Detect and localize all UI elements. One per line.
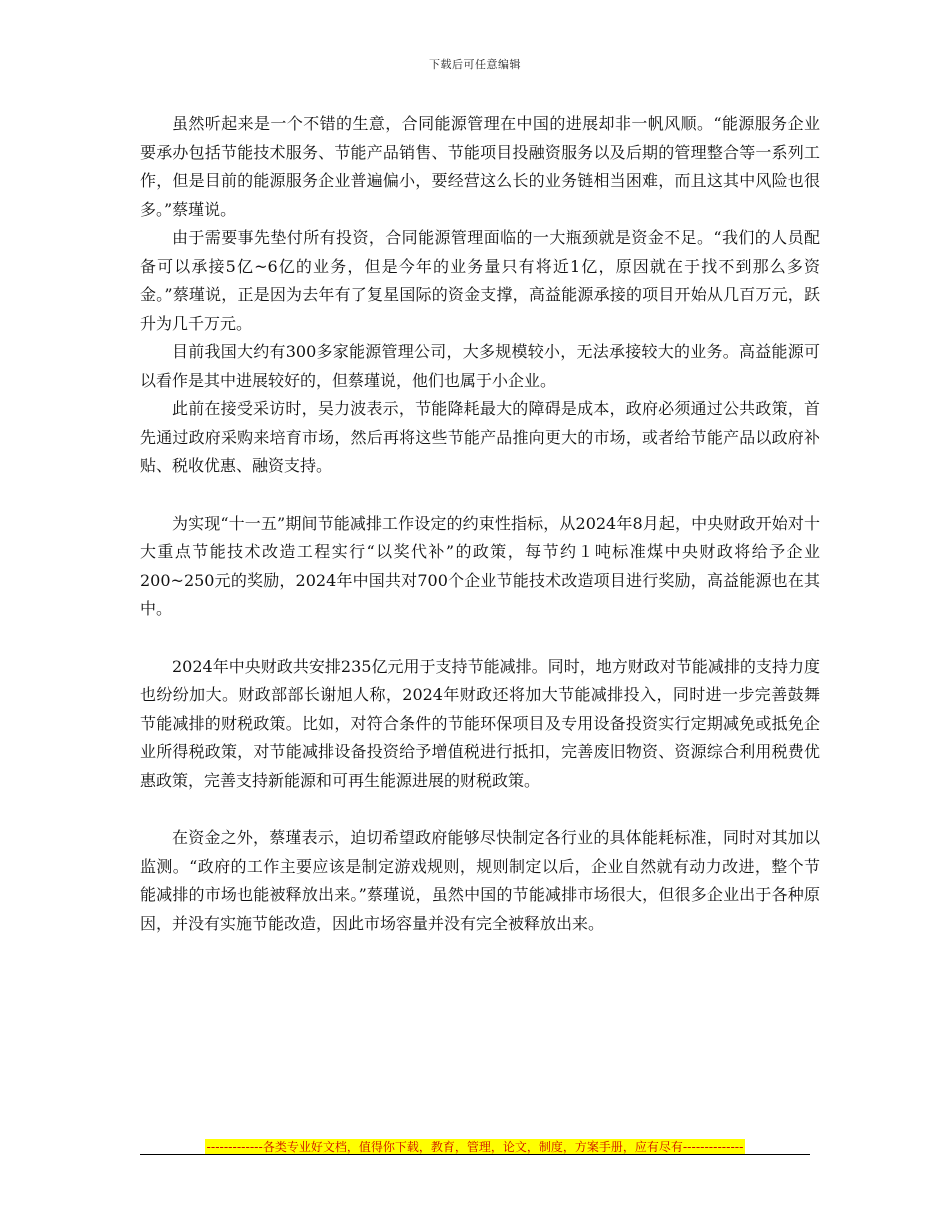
paragraph-2: 由于需要事先垫付所有投资，合同能源管理面临的一大瓶颈就是资金不足。“我们的人员配备可以承接5亿~6亿的业务，但是今年的业务量只有将近1亿，原因就在于找不到那么多资金。”蔡瑾说，正是因为去年有了复星国际的资金支撑，高益能源承接的项目开始从几百万元，跃升为几千万元。 <box>140 228 820 333</box>
footer-banner-text: -------------各类专业好文档，值得你下载，教育，管理，论文，制度，方案手册，应有尽有-------------- <box>206 1140 744 1154</box>
paragraph-4: 此前在接受采访时，吴力波表示，节能降耗最大的障碍是成本，政府必须通过公共政策，首先通过政府采购来培育市场，然后再将这些节能产品推向更大的市场，或者给节能产品以政府补贴、税收优惠、融资支持。 <box>140 399 820 475</box>
paragraph-3: 目前我国大约有300多家能源管理公司，大多规模较小，无法承接较大的业务。高益能源可以看作是其中进展较好的，但蔡瑾说，他们也属于小企业。 <box>140 342 820 390</box>
footer-banner <box>140 1136 810 1155</box>
paragraph-spacer <box>140 795 820 824</box>
paragraph-spacer <box>140 624 820 653</box>
page-header: 下载后可任意编辑 <box>429 58 521 71</box>
article-body <box>140 110 820 938</box>
paragraph-1: 虽然听起来是一个不错的生意，合同能源管理在中国的进展却非一帆风顺。“能源服务企业要承办包括节能技术服务、节能产品销售、节能项目投融资服务以及后期的管理整合等一系列工作，但是目前的能源服务企业普遍偏小，要经营这么长的业务链相当困难，而且这其中风险也很多。”蔡瑾说。 <box>140 114 820 219</box>
paragraph-5: 为实现“十一五”期间节能减排工作设定的约束性指标，从2024年8月起，中央财政开始对十大重点节能技术改造工程实行“以奖代补”的政策，每节约１吨标准煤中央财政将给予企业200~250元的奖励，2024年中国共对700个企业节能技术改造项目进行奖励，高益能源也在其中。 <box>140 513 820 618</box>
paragraph-7: 在资金之外，蔡瑾表示，迫切希望政府能够尽快制定各行业的具体能耗标准，同时对其加以监测。“政府的工作主要应该是制定游戏规则，规则制定以后，企业自然就有动力改进，整个节能减排的市场也能被释放出来。”蔡瑾说，虽然中国的节能减排市场很大，但很多企业出于各种原因，并没有实施节能改造，因此市场容量并没有完全被释放出来。 <box>140 828 820 933</box>
footer-divider <box>140 1154 810 1155</box>
paragraph-6: 2024年中央财政共安排235亿元用于支持节能减排。同时，地方财政对节能减排的支持力度也纷纷加大。财政部部长谢旭人称，2024年财政还将加大节能减排投入，同时进一步完善鼓舞节能减排的财税政策。比如，对符合条件的节能环保项目及专用设备投资实行定期减免或抵免企业所得税政策，对节能减排设备投资给予增值税进行抵扣，完善废旧物资、资源综合利用税费优惠政策，完善支持新能源和可再生能源进展的财税政策。 <box>140 656 820 790</box>
paragraph-spacer <box>140 481 820 510</box>
